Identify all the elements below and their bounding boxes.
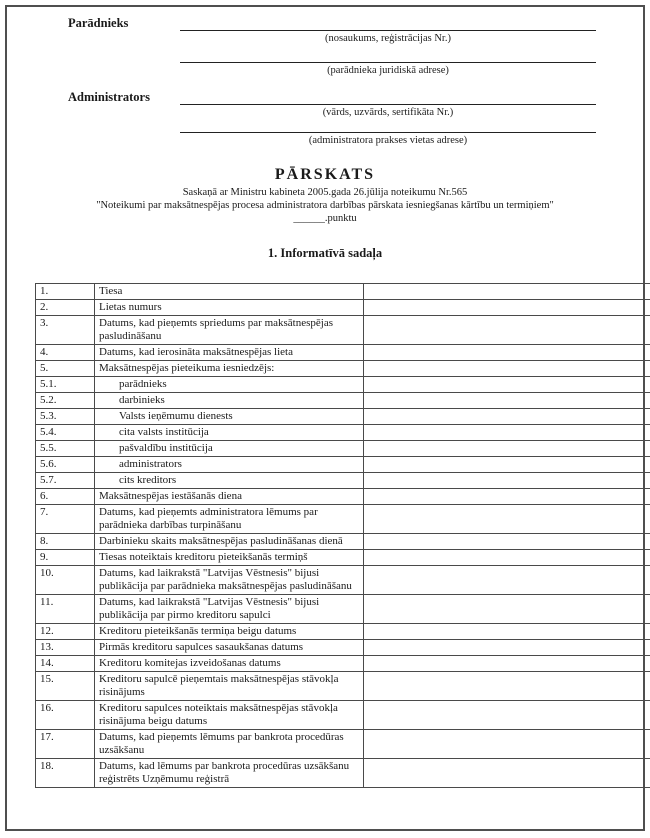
row-value-cell[interactable]	[364, 640, 650, 656]
administrator-address-field[interactable]	[180, 132, 596, 133]
debtor-label: Parādnieks	[68, 16, 129, 30]
table-row	[36, 595, 650, 624]
row-value-cell[interactable]	[364, 409, 650, 425]
row-number-cell: 5.1.	[36, 377, 95, 393]
row-value-cell[interactable]	[364, 624, 650, 640]
row-value-cell[interactable]	[364, 672, 650, 701]
row-label-cell: Tiesa	[95, 284, 364, 300]
table-row	[36, 361, 650, 377]
table-row	[36, 441, 650, 457]
table-row	[36, 505, 650, 534]
table-row	[36, 425, 650, 441]
row-value-cell[interactable]	[364, 730, 650, 759]
row-label-cell: Maksātnespējas pieteikuma iesniedzējs:	[95, 361, 364, 377]
row-value-cell[interactable]	[364, 534, 650, 550]
debtor-address-field[interactable]	[180, 62, 596, 63]
debtor-name-caption: (nosaukums, reģistrācijas Nr.)	[325, 33, 451, 44]
row-number-cell: 10.	[36, 566, 95, 595]
row-label-cell: Valsts ieņēmumu dienests	[95, 409, 364, 425]
report-table	[35, 283, 650, 788]
table-row	[36, 759, 650, 788]
row-number-cell: 13.	[36, 640, 95, 656]
table-row	[36, 656, 650, 672]
table-row	[36, 534, 650, 550]
table-row	[36, 624, 650, 640]
debtor-address-caption: (parādnieka juridiskā adrese)	[327, 65, 449, 76]
row-number-cell: 5.5.	[36, 441, 95, 457]
row-number-cell: 7.	[36, 505, 95, 534]
row-value-cell[interactable]	[364, 473, 650, 489]
row-label-cell: Datums, kad lēmums par bankrota procedūras uzsākšanu reģistrēts Uzņēmumu reģistrā	[95, 759, 364, 788]
table-row	[36, 284, 650, 300]
row-value-cell[interactable]	[364, 566, 650, 595]
row-label-cell: cita valsts institūcija	[95, 425, 364, 441]
row-number-cell: 6.	[36, 489, 95, 505]
row-value-cell[interactable]	[364, 377, 650, 393]
row-number-cell: 9.	[36, 550, 95, 566]
table-row	[36, 393, 650, 409]
row-label-cell: Datums, kad laikrakstā "Latvijas Vēstnesis" bijusi publikācija par parādnieka maksātnespējas pasludināšanu	[95, 566, 364, 595]
row-label-cell: Kreditoru pieteikšanās termiņa beigu datums	[95, 624, 364, 640]
row-number-cell: 11.	[36, 595, 95, 624]
row-label-cell: Lietas numurs	[95, 300, 364, 316]
row-label-cell: pašvaldību institūcija	[95, 441, 364, 457]
section-title: 1. Informatīvā sadaļa	[267, 245, 383, 260]
row-number-cell: 14.	[36, 656, 95, 672]
row-value-cell[interactable]	[364, 550, 650, 566]
row-value-cell[interactable]	[364, 656, 650, 672]
row-value-cell[interactable]	[364, 393, 650, 409]
row-number-cell: 5.6.	[36, 457, 95, 473]
administrator-name-caption: (vārds, uzvārds, sertifikāta Nr.)	[322, 107, 454, 118]
table-row	[36, 345, 650, 361]
table-row	[36, 409, 650, 425]
row-number-cell: 12.	[36, 624, 95, 640]
row-value-cell[interactable]	[364, 759, 650, 788]
row-label-cell: Kreditoru komitejas izveidošanas datums	[95, 656, 364, 672]
title-block	[0, 166, 650, 261]
row-value-cell[interactable]	[364, 361, 650, 377]
row-label-cell: cits kreditors	[95, 473, 364, 489]
row-value-cell[interactable]	[364, 701, 650, 730]
table-row	[36, 701, 650, 730]
subtitle-line-1: Saskaņā ar Ministru kabineta 2005.gada 26.jūlija noteikumu Nr.565	[182, 187, 468, 198]
row-label-cell: Maksātnespējas iestāšanās diena	[95, 489, 364, 505]
table-row	[36, 730, 650, 759]
table-row	[36, 640, 650, 656]
row-label-cell: administrators	[95, 457, 364, 473]
row-label-cell: parādnieks	[95, 377, 364, 393]
row-value-cell[interactable]	[364, 425, 650, 441]
row-value-cell[interactable]	[364, 457, 650, 473]
table-row	[36, 377, 650, 393]
row-number-cell: 1.	[36, 284, 95, 300]
row-label-cell: Datums, kad pieņemts spriedums par maksātnespējas pasludināšanu	[95, 316, 364, 345]
row-number-cell: 8.	[36, 534, 95, 550]
report-title: PĀRSKATS	[274, 166, 376, 183]
row-number-cell: 15.	[36, 672, 95, 701]
table-row	[36, 550, 650, 566]
administrator-label: Administrators	[68, 90, 150, 104]
row-label-cell: Tiesas noteiktais kreditoru pieteikšanās termiņš	[95, 550, 364, 566]
row-value-cell[interactable]	[364, 505, 650, 534]
row-label-cell: Datums, kad ierosināta maksātnespējas lieta	[95, 345, 364, 361]
table-row	[36, 473, 650, 489]
row-number-cell: 3.	[36, 316, 95, 345]
table-row	[36, 300, 650, 316]
row-number-cell: 17.	[36, 730, 95, 759]
administrator-name-field[interactable]	[180, 104, 596, 105]
row-label-cell: darbinieks	[95, 393, 364, 409]
row-number-cell: 18.	[36, 759, 95, 788]
row-number-cell: 5.7.	[36, 473, 95, 489]
row-label-cell: Kreditoru sapulcē pieņemtais maksātnespējas stāvokļa risinājums	[95, 672, 364, 701]
row-label-cell: Pirmās kreditoru sapulces sasaukšanas datums	[95, 640, 364, 656]
row-value-cell[interactable]	[364, 316, 650, 345]
punktu-line: ______.punktu	[293, 213, 357, 224]
debtor-name-field[interactable]	[180, 30, 596, 31]
row-value-cell[interactable]	[364, 489, 650, 505]
subtitle-line-2: "Noteikumi par maksātnespējas procesa administratora darbības pārskata iesniegšanas kārtību un termiņiem"	[96, 199, 554, 211]
table-row	[36, 672, 650, 701]
row-label-cell: Datums, kad pieņemts lēmums par bankrota procedūras uzsākšanu	[95, 730, 364, 759]
row-number-cell: 16.	[36, 701, 95, 730]
row-value-cell[interactable]	[364, 284, 650, 300]
row-value-cell[interactable]	[364, 441, 650, 457]
row-number-cell: 5.	[36, 361, 95, 377]
table-row	[36, 566, 650, 595]
row-label-cell: Datums, kad pieņemts administratora lēmums par parādnieka darbības turpināšanu	[95, 505, 364, 534]
row-number-cell: 5.4.	[36, 425, 95, 441]
row-label-cell: Darbinieku skaits maksātnespējas pasludināšanas dienā	[95, 534, 364, 550]
table-row	[36, 316, 650, 345]
row-value-cell[interactable]	[364, 300, 650, 316]
row-number-cell: 4.	[36, 345, 95, 361]
row-number-cell: 2.	[36, 300, 95, 316]
table-row	[36, 489, 650, 505]
row-label-cell: Datums, kad laikrakstā "Latvijas Vēstnesis" bijusi publikācija par pirmo kreditoru sapulci	[95, 595, 364, 624]
row-label-cell: Kreditoru sapulces noteiktais maksātnespējas stāvokļa risinājuma beigu datums	[95, 701, 364, 730]
row-number-cell: 5.2.	[36, 393, 95, 409]
administrator-address-caption: (administratora prakses vietas adrese)	[308, 135, 468, 146]
row-value-cell[interactable]	[364, 595, 650, 624]
table-row	[36, 457, 650, 473]
row-number-cell: 5.3.	[36, 409, 95, 425]
row-value-cell[interactable]	[364, 345, 650, 361]
